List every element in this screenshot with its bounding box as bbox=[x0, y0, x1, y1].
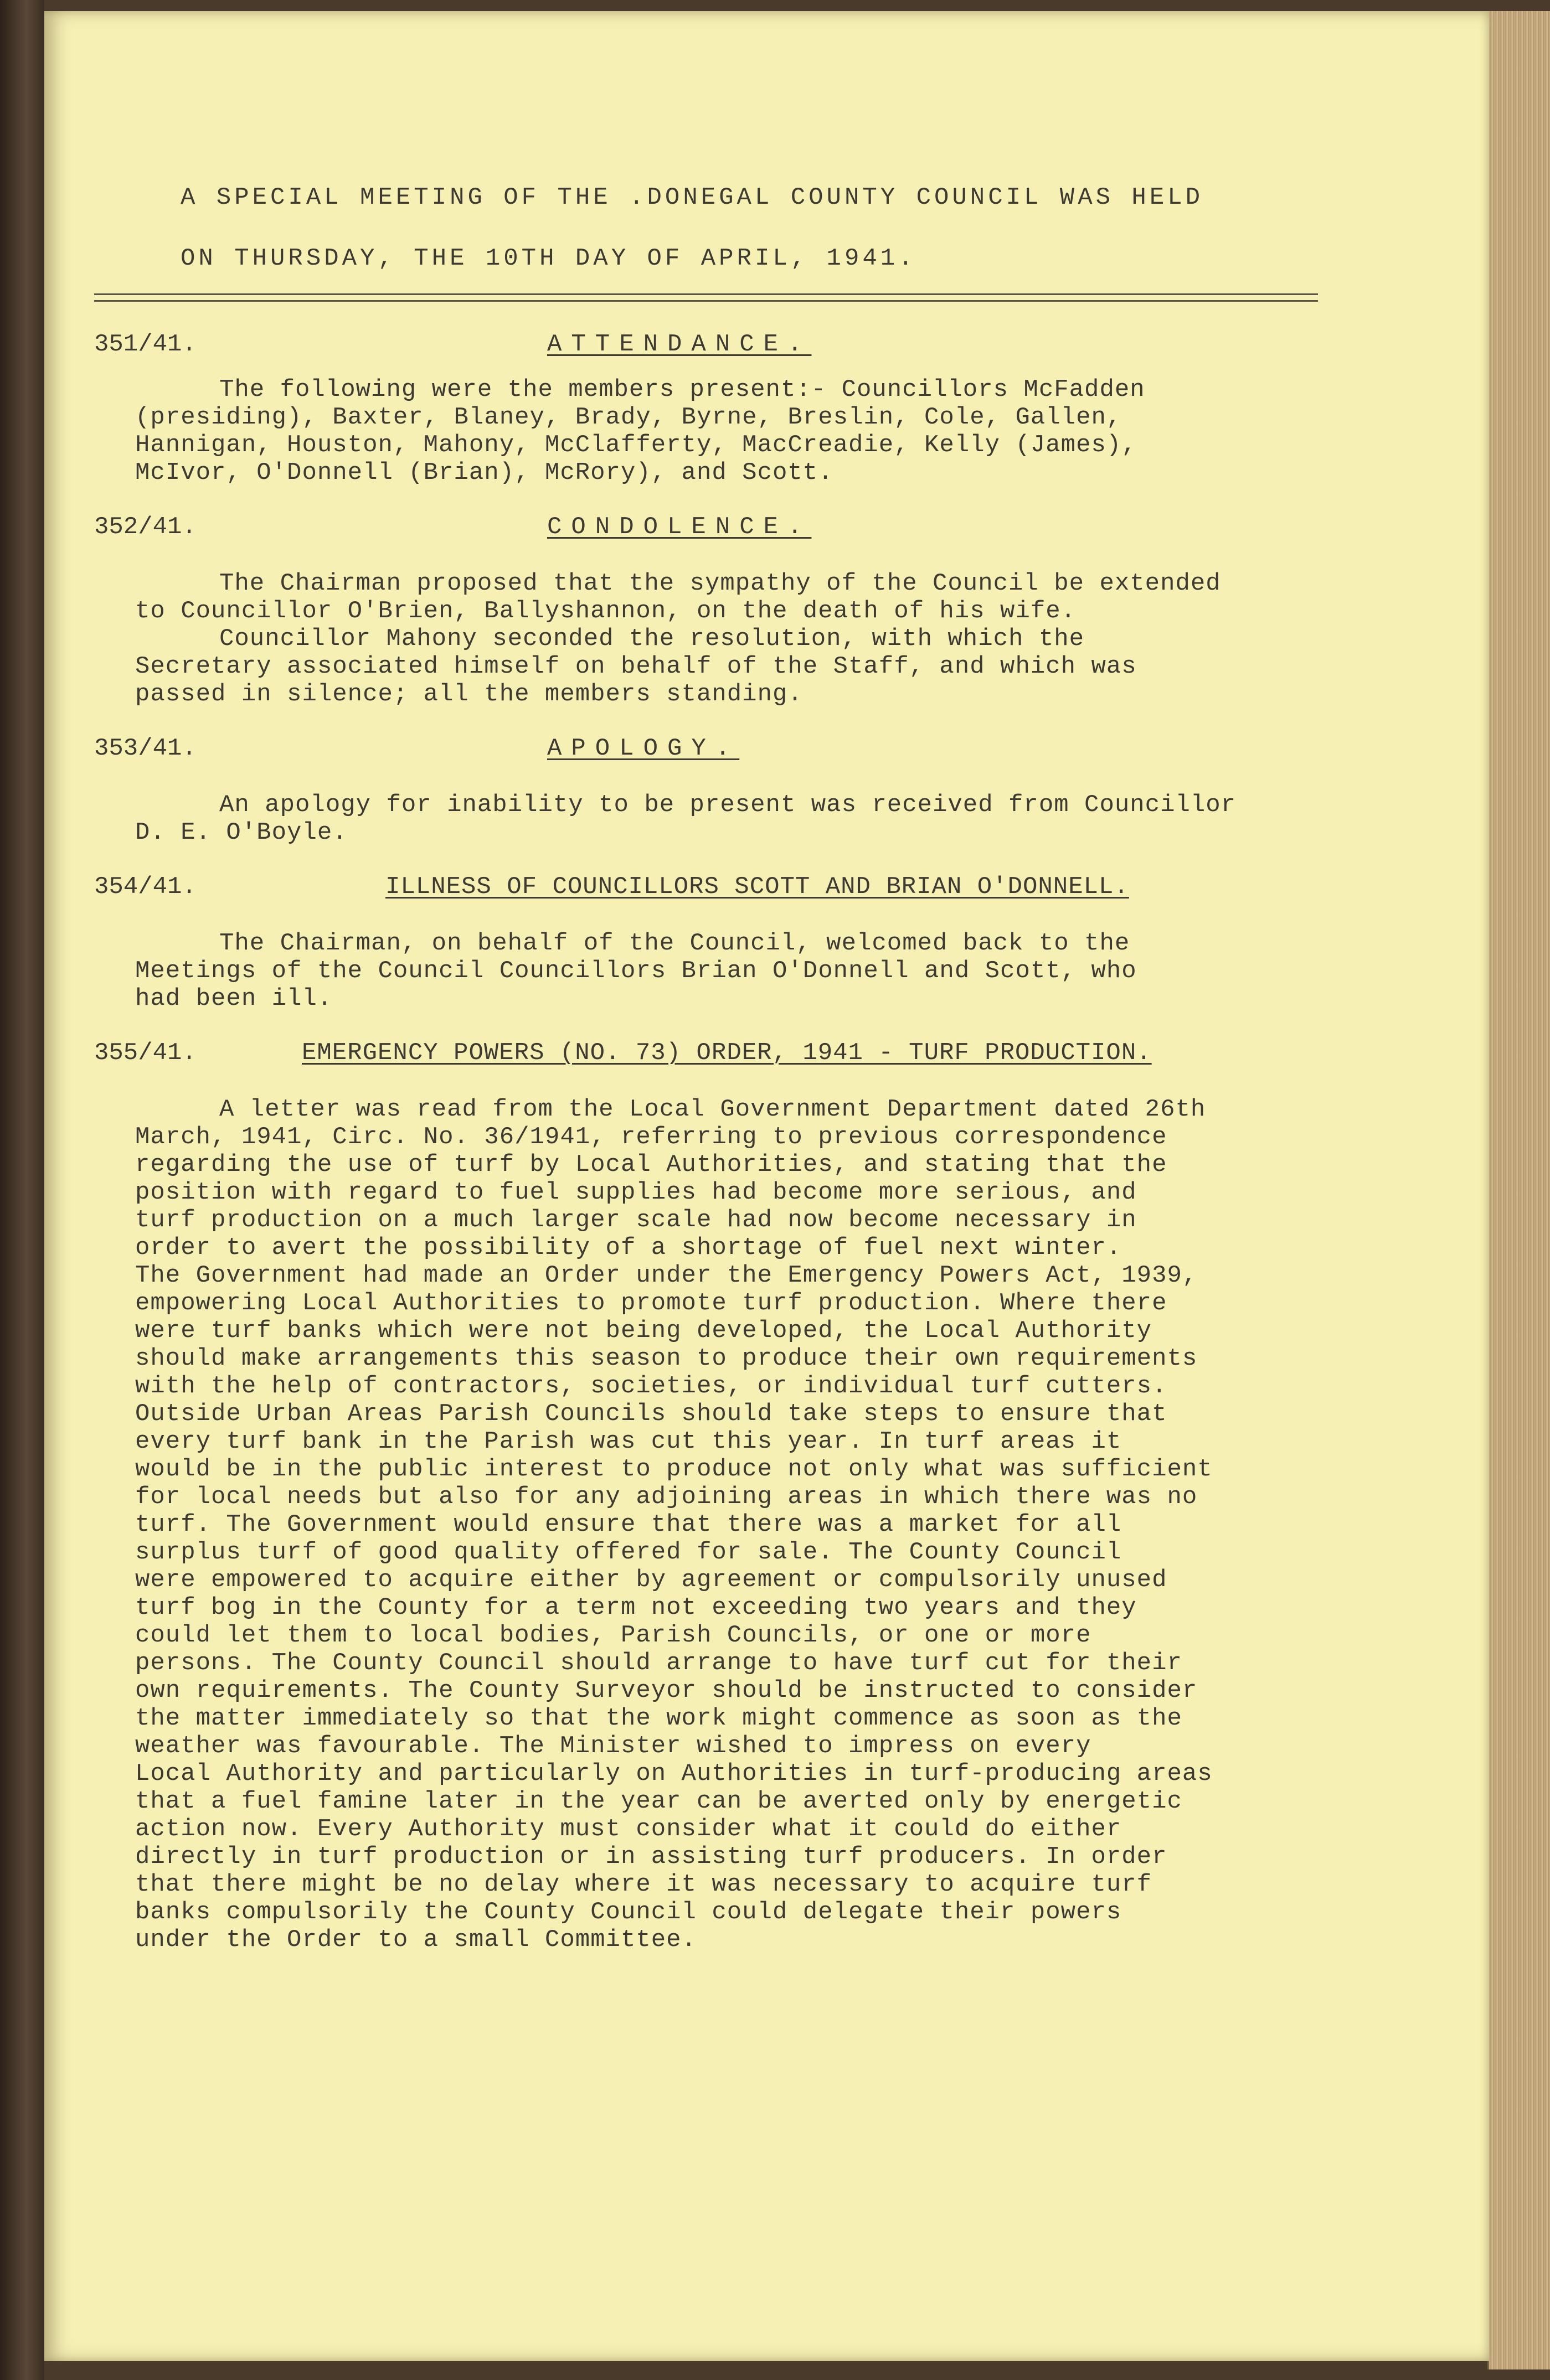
section-text-line: banks compulsorily the County Council could delegate their powers bbox=[135, 1898, 1122, 1926]
section-number: 353/41. bbox=[94, 735, 197, 762]
section-text-line: McIvor, O'Donnell (Brian), McRory), and Scott. bbox=[135, 459, 833, 487]
section-text-line: passed in silence; all the members standing. bbox=[135, 680, 803, 708]
section-text-line: with the help of contractors, societies, or individual turf cutters. bbox=[135, 1372, 1167, 1400]
section-text-line: The Government had made an Order under the Emergency Powers Act, 1939, bbox=[135, 1262, 1198, 1289]
section-text-line: The Chairman proposed that the sympathy of the Council be extended bbox=[219, 570, 1221, 597]
section-text-line: were empowered to acquire either by agreement or compulsorily unused bbox=[135, 1566, 1167, 1594]
section-text-line: (presiding), Baxter, Blaney, Brady, Byrne, Breslin, Cole, Gallen, bbox=[135, 404, 1122, 431]
section-number: 351/41. bbox=[94, 331, 197, 358]
section-text-line: turf production on a much larger scale had now become necessary in bbox=[135, 1206, 1137, 1234]
section-number: 354/41. bbox=[94, 873, 197, 901]
section-text-line: the matter immediately so that the work might commence as soon as the bbox=[135, 1705, 1182, 1732]
section-text-line: should make arrangements this season to produce their own requirements bbox=[135, 1345, 1198, 1372]
section-number: 355/41. bbox=[94, 1039, 197, 1067]
section-text-line: that a fuel famine later in the year can be averted only by energetic bbox=[135, 1788, 1182, 1815]
section-text-line: had been ill. bbox=[135, 985, 333, 1013]
section-text-line: that there might be no delay where it was necessary to acquire turf bbox=[135, 1871, 1152, 1898]
section-title: APOLOGY. bbox=[547, 735, 740, 762]
section-text-line: every turf bank in the Parish was cut this year. In turf areas it bbox=[135, 1428, 1122, 1455]
section-text-line: for local needs but also for any adjoining areas in which there was no bbox=[135, 1483, 1198, 1511]
section-text-line: empowering Local Authorities to promote turf production. Where there bbox=[135, 1289, 1167, 1317]
section-text-line: March, 1941, Circ. No. 36/1941, referring to previous correspondence bbox=[135, 1123, 1167, 1151]
heading-line-1: A SPECIAL MEETING OF THE .DONEGAL COUNTY COUNCIL WAS HELD bbox=[181, 184, 1204, 211]
section-text-line: An apology for inability to be present was received from Councillor bbox=[219, 791, 1237, 819]
minutes-page bbox=[44, 11, 1489, 2361]
section-text-line: weather was favourable. The Minister wished to impress on every bbox=[135, 1732, 1091, 1760]
section-title: ATTENDANCE. bbox=[547, 331, 812, 358]
section-text-line: Hannigan, Houston, Mahony, McClafferty, MacCreadie, Kelly (James), bbox=[135, 431, 1137, 459]
heading-line-2: ON THURSDAY, THE 10TH DAY OF APRIL, 1941. bbox=[181, 245, 916, 272]
section-text-line: turf bog in the County for a term not exceeding two years and they bbox=[135, 1594, 1137, 1622]
book-binding bbox=[0, 0, 44, 2380]
double-rule-top bbox=[94, 293, 1318, 295]
section-text-line: were turf banks which were not being developed, the Local Authority bbox=[135, 1317, 1152, 1345]
section-text-line: persons. The County Council should arrange to have turf cut for their bbox=[135, 1649, 1182, 1677]
section-text-line: to Councillor O'Brien, Ballyshannon, on the death of his wife. bbox=[135, 597, 1077, 625]
section-text-line: position with regard to fuel supplies had become more serious, and bbox=[135, 1179, 1137, 1206]
section-text-line: Local Authority and particularly on Authorities in turf-producing areas bbox=[135, 1760, 1213, 1788]
section-text-line: action now. Every Authority must consider what it could do either bbox=[135, 1815, 1122, 1843]
section-text-line: own requirements. The County Surveyor should be instructed to consider bbox=[135, 1677, 1198, 1705]
section-text-line: D. E. O'Boyle. bbox=[135, 819, 348, 846]
section-text-line: order to avert the possibility of a shortage of fuel next winter. bbox=[135, 1234, 1122, 1262]
section-title: CONDOLENCE. bbox=[547, 513, 812, 541]
section-text-line: A letter was read from the Local Government Department dated 26th bbox=[219, 1096, 1206, 1123]
section-text-line: surplus turf of good quality offered for sale. The County Council bbox=[135, 1539, 1122, 1566]
section-text-line: Secretary associated himself on behalf of the Staff, and which was bbox=[135, 653, 1137, 680]
page-edges bbox=[1487, 11, 1550, 2369]
section-text-line: could let them to local bodies, Parish Councils, or one or more bbox=[135, 1622, 1091, 1649]
section-text-line: under the Order to a small Committee. bbox=[135, 1926, 697, 1954]
section-text-line: Councillor Mahony seconded the resolution, with which the bbox=[219, 625, 1085, 653]
section-text-line: Meetings of the Council Councillors Brian O'Donnell and Scott, who bbox=[135, 957, 1137, 985]
double-rule-bottom bbox=[94, 300, 1318, 302]
section-title: ILLNESS OF COUNCILLORS SCOTT AND BRIAN O'DONNELL. bbox=[385, 873, 1129, 901]
section-text-line: regarding the use of turf by Local Authorities, and stating that the bbox=[135, 1151, 1167, 1179]
section-text-line: The Chairman, on behalf of the Council, welcomed back to the bbox=[219, 930, 1130, 957]
section-number: 352/41. bbox=[94, 513, 197, 541]
section-text-line: would be in the public interest to produce not only what was sufficient bbox=[135, 1455, 1213, 1483]
section-text-line: Outside Urban Areas Parish Councils should take steps to ensure that bbox=[135, 1400, 1167, 1428]
section-title: EMERGENCY POWERS (NO. 73) ORDER, 1941 - TURF PRODUCTION. bbox=[302, 1039, 1152, 1067]
section-text-line: The following were the members present:- Councillors McFadden bbox=[219, 376, 1145, 404]
section-text-line: turf. The Government would ensure that there was a market for all bbox=[135, 1511, 1122, 1539]
section-text-line: directly in turf production or in assisting turf producers. In order bbox=[135, 1843, 1167, 1871]
